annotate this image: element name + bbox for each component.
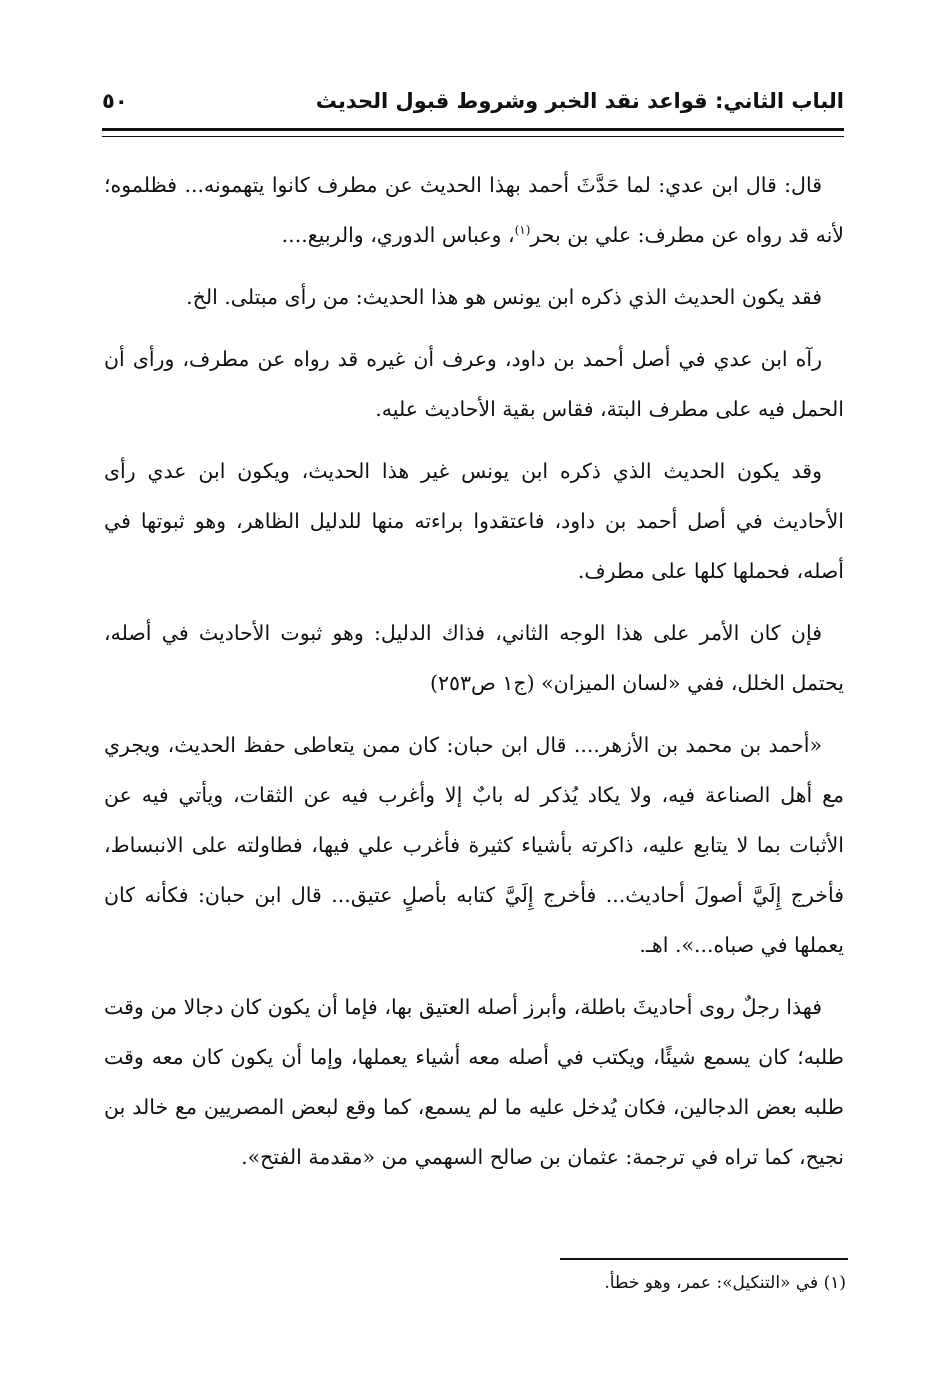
- paragraph: فإن كان الأمر على هذا الوجه الثاني، فذاك الدليل: وهو ثبوت الأحاديث في أصله، يحتمل الخلل، ففي «لسان الميزان» (ج١ ص٢٥٣): [104, 621, 844, 695]
- paragraph-text: قال: قال ابن عدي: لما حَدَّثَ أحمد بهذا الحديث عن مطرف كانوا يتهمونه... فظلموه؛ لأنه قد رواه عن مطرف: علي بن بحر: [104, 173, 844, 247]
- footnote-separator: [560, 1258, 848, 1260]
- page-header: [102, 86, 844, 120]
- page-number: ٥٠: [102, 89, 128, 113]
- paragraph: وقد يكون الحديث الذي ذكره ابن يونس غير هذا الحديث، ويكون ابن عدي رأى الأحاديث في أصل أحمد بن داود، فاعتقدوا براءته منها للدليل الظاهر، وهو ثبوتها في أصله، فحملها كلها على مطرف.: [104, 459, 844, 583]
- paragraph-text: ، وعباس الدوري، والربيع....: [281, 223, 515, 247]
- paragraph: رآه ابن عدي في أصل أحمد بن داود، وعرف أن غيره قد رواه عن مطرف، ورأى أن الحمل فيه على مطرف البتة، فقاس بقية الأحاديث عليه.: [104, 347, 844, 421]
- header-rule-thin: [102, 136, 844, 137]
- chapter-title: الباب الثاني: قواعد نقد الخبر وشروط قبول الحديث: [315, 89, 844, 113]
- main-text: [104, 160, 844, 1194]
- paragraph: فقد يكون الحديث الذي ذكره ابن يونس هو هذا الحديث: من رأى مبتلى. الخ.: [186, 285, 822, 309]
- paragraph: [104, 160, 844, 260]
- footnote: (١) في «التنكيل»: عمر، وهو خطأ.: [604, 1273, 846, 1293]
- footnote-marker[interactable]: (١): [514, 223, 531, 238]
- paragraph: فهذا رجلٌ روى أحاديثَ باطلة، وأبرز أصله العتيق بها، فإما أن يكون كان دجالا من وقت طلبه؛ كان يسمع شيئًا، ويكتب في أصله معه أشياء يعملها، وإما أن يكون كان معه وقت طلبه بعض الدجالين، فكان يُدخل عليه ما لم يسمع، كما وقع لبعض المصريين مع خالد بن نجيح، كما تراه في ترجمة: عثمان بن صالح السهمي من «مقدمة الفتح».: [104, 995, 844, 1169]
- quote-paragraph: «أحمد بن محمد بن الأزهر.... قال ابن حبان: كان ممن يتعاطى حفظ الحديث، ويجري مع أهل الصناعة فيه، ولا يكاد يُذكر له بابٌ إلا وأغرب فيه عن الثقات، ويأتي فيه عن الأثبات بما لا يتابع عليه، ذاكرته بأشياء كثيرة فأغرب علي فيها، فطاولته على الانبساط، فأخرج إِلَيَّ أصولَ أحاديث... فأخرج إِلَيَّ كتابه بأصلٍ عتيق... قال ابن حبان: فكأنه كان يعملها في صباه...». اهـ.: [104, 733, 844, 957]
- header-rule-thick: [102, 128, 844, 131]
